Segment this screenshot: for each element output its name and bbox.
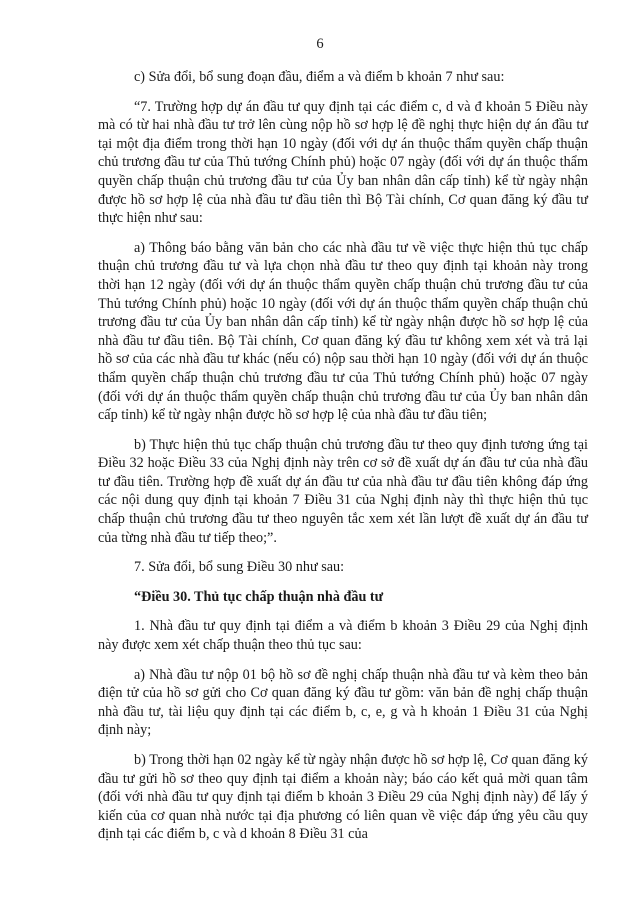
page-number: 6 [316, 36, 324, 52]
article-30-heading: “Điều 30. Thủ tục chấp thuận nhà đầu tư [134, 588, 384, 605]
paragraph-clause-7: “7. Trường hợp dự án đầu tư quy định tại các điểm c, d và đ khoản 5 Điều này mà có từ hai nhà đầu tư trở lên cùng nộp hồ sơ hợp lệ đề nghị thực hiện dự án đầu tư tại một địa điểm trong thời hạn 10 ngày (đối với dự án thuộc thẩm quyền chấp thuận chủ trương đầu tư của Thủ tướng Chính phủ) hoặc 07 ngày (đối với dự án thuộc thẩm quyền chấp thuận chủ trương đầu tư của Ủy ban nhân dân cấp tỉnh) kể từ ngày nhận được hồ sơ hợp lệ của nhà đầu tư đầu tiên thì Bộ Tài chính, Cơ quan đăng ký đầu tư thực hiện như sau: [98, 98, 588, 227]
paragraph-point-a: a) Thông báo bằng văn bản cho các nhà đầu tư về việc thực hiện thủ tục chấp thuận chủ trương đầu tư và lựa chọn nhà đầu tư theo quy định tại khoản này trong thời hạn 12 ngày (đối với dự án thuộc thẩm quyền chấp thuận chủ trương đầu tư của Thủ tướng Chính phủ) hoặc 10 ngày (đối với dự án thuộc thẩm quyền chấp thuận chủ trương đầu tư của Ủy ban nhân dân cấp tỉnh) kể từ ngày nhận được hồ sơ hợp lệ của nhà đầu tư đầu tiên. Bộ Tài chính, Cơ quan đăng ký đầu tư không xem xét và trả lại hồ sơ của các nhà đầu tư khác (nếu có) nộp sau thời hạn 10 ngày (đối với dự án thuộc thẩm quyền chấp thuận chủ trương đầu tư của Thủ tướng Chính phủ) hoặc 07 ngày (đối với dự án thuộc thẩm quyền chấp thuận chủ trương đầu tư của Ủy ban nhân dân cấp tỉnh) kể từ ngày nhận được hồ sơ hợp lệ của nhà đầu tư đầu tiên; [98, 239, 588, 424]
paragraph-amendment-c: c) Sửa đổi, bổ sung đoạn đầu, điểm a và điểm b khoản 7 như sau: [134, 69, 505, 85]
paragraph-amendment-7: 7. Sửa đổi, bổ sung Điều 30 như sau: [134, 559, 345, 576]
paragraph-article-30-clause-1: 1. Nhà đầu tư quy định tại điểm a và điểm b khoản 3 Điều 29 của Nghị định này được xem xét chấp thuận theo thủ tục sau: [98, 618, 588, 654]
paragraph-point-b: b) Thực hiện thủ tục chấp thuận chủ trương đầu tư theo quy định tương ứng tại Điều 32 hoặc Điều 33 của Nghị định này trên cơ sở đề xuất dự án đầu tư của nhà đầu tư đầu tiên. Trường hợp đề xuất dự án đầu tư của nhà đầu tư đầu tiên không đáp ứng các nội dung quy định tại khoản 7 Điều 31 của Nghị định này thì thực hiện thủ tục chấp thuận chủ trương đầu tư theo nguyên tắc xem xét lần lượt đề xuất dự án đầu tư của từng nhà đầu tư tiếp theo;”. [98, 436, 588, 546]
paragraph-article-30-point-b: b) Trong thời hạn 02 ngày kể từ ngày nhận được hồ sơ hợp lệ, Cơ quan đăng ký đầu tư gửi hồ sơ theo quy định tại điểm a khoản này; báo cáo kết quả mời quan tâm (đối với nhà đầu tư quy định tại điểm b khoản 3 Điều 29 của Nghị định này) để lấy ý kiến của cơ quan nhà nước tại địa phương có liên quan về việc đáp ứng yêu cầu quy định tại các điểm b, c và d khoản 8 Điều 31 của [98, 752, 588, 843]
document-body [98, 68, 588, 855]
paragraph-article-30-point-a: a) Nhà đầu tư nộp 01 bộ hồ sơ đề nghị chấp thuận nhà đầu tư và kèm theo bản điện tử của hồ sơ gửi cho Cơ quan đăng ký đầu tư gồm: văn bản đề nghị chấp thuận nhà đầu tư, tài liệu quy định tại các điểm b, c, e, g và h khoản 1 Điều 31 của Nghị định này; [98, 666, 588, 739]
